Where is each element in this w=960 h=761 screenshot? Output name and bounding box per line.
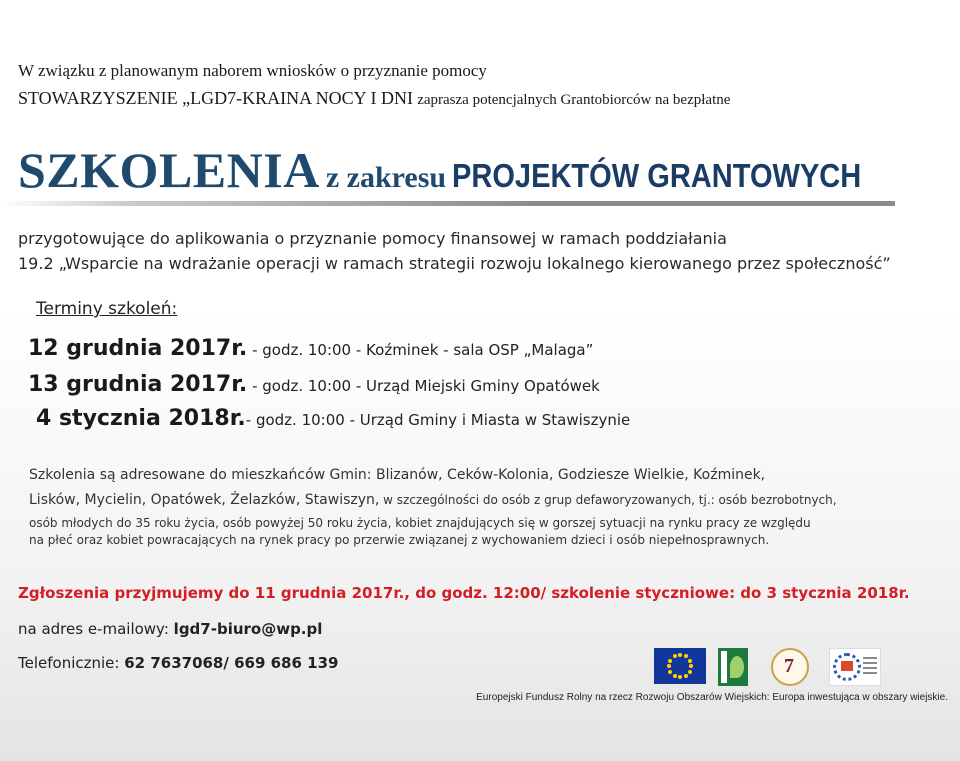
intro-line-2-rest: zaprasza potencjalnych Grantobiorców na bezpłatne: [417, 92, 731, 108]
eu-star-icon: [678, 653, 682, 657]
email-label: na adres e-mailowy:: [18, 620, 174, 638]
term-date: 13 grudnia 2017r.: [28, 372, 248, 397]
term-row: [28, 336, 593, 361]
phone-numbers: 62 7637068/ 669 686 139: [124, 654, 339, 672]
term-row: [28, 372, 600, 397]
audience-line-3: osób młodych do 35 roku życia, osób powyżej 50 roku życia, kobiet znajdujących się w gorszej sytuacji na rynku pracy ze względu: [29, 516, 811, 530]
term-date: 4 stycznia 2018r.: [36, 406, 246, 431]
phone-contact: [18, 654, 338, 672]
eu-star-icon: [673, 674, 677, 678]
eu-star-icon: [684, 654, 688, 658]
headline-mid: z zakresu: [325, 161, 447, 194]
eu-star-icon: [673, 654, 677, 658]
eu-star-icon: [678, 675, 682, 679]
term-date: 12 grudnia 2017r.: [28, 336, 248, 361]
intro-line-2: [18, 88, 730, 109]
eu-star-icon: [684, 674, 688, 678]
headline: [18, 141, 917, 199]
intro-line-1: W związku z planowanym naborem wniosków o przyznanie pomocy: [18, 61, 487, 80]
eu-star-icon: [667, 664, 671, 668]
registration-deadline: Zgłoszenia przyjmujemy do 11 grudnia 2017r., do godz. 12:00/ szkolenie styczniowe: do 3 stycznia 2018r.: [18, 584, 910, 602]
email-contact: [18, 620, 322, 638]
eu-star-icon: [668, 670, 672, 674]
leader-logo: [718, 648, 748, 686]
description-line-1: przygotowujące do aplikowania o przyznanie pomocy finansowej w ramach poddziałania: [18, 229, 727, 248]
term-details: - godz. 10:00 - Urząd Gminy i Miasta w Stawiszynie: [245, 411, 631, 429]
eu-star-icon: [688, 670, 692, 674]
eu-star-icon: [668, 659, 672, 663]
audience-line-2: [29, 492, 837, 508]
term-row: [36, 406, 630, 431]
audience-groups: w szczególności do osób z grup defaworyzowanych, tj.: osób bezrobotnych,: [379, 493, 837, 507]
audience-municipalities: Lisków, Mycielin, Opatówek, Żelazków, Stawiszyn,: [29, 492, 380, 508]
lgd7-logo: 7: [771, 648, 809, 686]
email-address[interactable]: lgd7-biuro@wp.pl: [173, 620, 323, 638]
headline-divider: [0, 201, 895, 206]
terms-title: Terminy szkoleń:: [36, 299, 178, 319]
audience-line-4: na płeć oraz kobiet powracających na rynek pracy po przerwie związanej z wychowaniem dzieci i osób niepełnosprawnych.: [29, 533, 770, 547]
eu-star-icon: [688, 659, 692, 663]
eu-fund-footer: Europejski Fundusz Rolny na rzecz Rozwoju Obszarów Wiejskich: Europa inwestująca w obszary wiejskie.: [476, 692, 948, 703]
audience-line-1: Szkolenia są adresowane do mieszkańców Gmin: Blizanów, Ceków-Kolonia, Godziesze Wielkie, Koźminek,: [29, 467, 766, 483]
sponsor-logos: [654, 648, 884, 688]
term-details: - godz. 10:00 - Urząd Miejski Gminy Opatówek: [247, 377, 600, 395]
headline-bold: PROJEKTÓW GRANTOWYCH: [452, 157, 862, 194]
headline-big: SZKOLENIA: [18, 142, 320, 198]
phone-label: Telefonicznie:: [18, 654, 125, 672]
term-details: - godz. 10:00 - Koźminek - sala OSP „Malaga”: [247, 341, 594, 359]
description-line-2: 19.2 „Wsparcie na wdrażanie operacji w ramach strategii rozwoju lokalnego kierowanego przez społeczność”: [18, 254, 891, 273]
eu-star-icon: [689, 664, 693, 668]
eu-flag-logo: [654, 648, 706, 684]
prow-logo: [829, 648, 881, 686]
organization-name: STOWARZYSZENIE „LGD7-KRAINA NOCY I DNI: [18, 88, 413, 108]
